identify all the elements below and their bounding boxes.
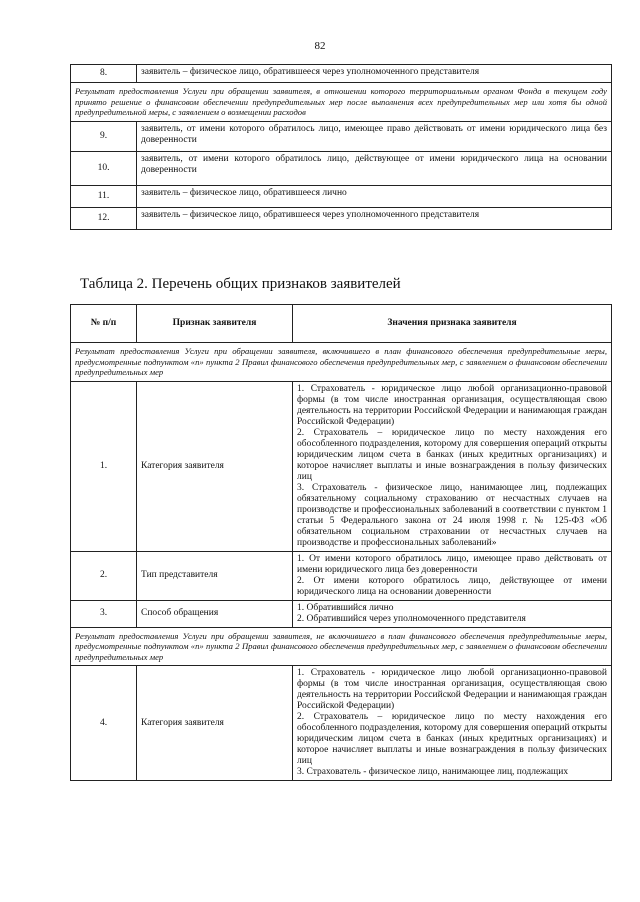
- table-row: [71, 65, 612, 83]
- row-attribute: Способ обращения: [137, 600, 293, 627]
- group-text: Результат предоставления Услуги при обращении заявителя, включившего в план финансового обеспечения предупредительные меры, предусмотренные подпунктом «п» пункта 2 Правил финансового обеспечения предупредительных мер, с заявлением о финансовом обеспечении предупредительных мер: [71, 343, 612, 382]
- header-values: Значения признака заявителя: [293, 305, 612, 343]
- row-number: 3.: [71, 600, 137, 627]
- group-text: Результат предоставления Услуги при обращении заявителя, не включившего в план финансового обеспечения предупредительные меры, предусмотренные подпунктом «п» пункта 2 Правил финансового обеспечения предупредительных мер, с заявлением о финансовом обеспечении предупредительных мер: [71, 627, 612, 666]
- header-attribute: Признак заявителя: [137, 305, 293, 343]
- row-number: 1.: [71, 381, 137, 551]
- group-row: [71, 343, 612, 382]
- row-number: 8.: [71, 65, 137, 83]
- row-attribute: Категория заявителя: [137, 381, 293, 551]
- table-title: Таблица 2. Перечень общих признаков заявителей: [80, 276, 401, 292]
- value-item: 2. Страхователь – юридическое лицо по месту нахождения его обособленного подразделения, которому для совершения операций открыты юридическим лицом счета в банках (иных кредитных организациях) и которое начисляет выплаты и иные вознаграждения в пользу физических лиц: [297, 712, 607, 766]
- row-text: заявитель – физическое лицо, обратившееся лично: [137, 185, 612, 207]
- row-attribute: Категория заявителя: [137, 666, 293, 781]
- row-values: [293, 666, 612, 781]
- value-item: 1. Страхователь - юридическое лицо любой организационно-правовой формы (в том числе иностранная организация, осуществляющая свою деятельность на территории Российской Федерации и нанимающая граждан Российской Федерации): [297, 383, 607, 427]
- row-values: [293, 600, 612, 627]
- value-item: 3. Страхователь - физическое лицо, нанимающее лиц, подлежащих обязательному социальному страхованию от несчастных случаев на производстве и профессиональных заболеваний в соответствии с пунктом 1 статьи 5 Федерального закона от 24 июля 1998 г. № 125-ФЗ «Об обязательном социальном страховании от несчастных случаев на производстве и профессиональных заболеваний»: [297, 482, 607, 548]
- header-number: № п/п: [71, 305, 137, 343]
- applicant-variants-table: [70, 64, 612, 230]
- row-number: 10.: [71, 151, 137, 185]
- table-row: [71, 185, 612, 207]
- row-text: заявитель – физическое лицо, обратившееся через уполномоченного представителя: [137, 65, 612, 83]
- table-row: [71, 381, 612, 551]
- row-number: 2.: [71, 551, 137, 600]
- value-item: 2. Страхователь – юридическое лицо по месту нахождения его обособленного подразделения, которому для совершения операций открыты юридическим лицом счета в банках (иных кредитных организациях) и которое начисляет выплаты и иные вознаграждения в пользу физических лиц: [297, 427, 607, 482]
- table-row: [71, 666, 612, 781]
- row-attribute: Тип представителя: [137, 551, 293, 600]
- value-item: 3. Страхователь - физическое лицо, нанимающее лиц, подлежащих: [297, 767, 569, 777]
- group-text: Результат предоставления Услуги при обращении заявителя, в отношении которого территориальным органом Фонда в текущем году принято решение о финансовом обеспечении предупредительных мер после выполнения всех предупредительных мер или хотя бы одной предупредительной меры, с заявлением о возмещении расходов: [71, 83, 612, 122]
- row-text: заявитель – физическое лицо, обратившееся через уполномоченного представителя: [137, 207, 612, 229]
- row-values: [293, 551, 612, 600]
- row-number: 11.: [71, 185, 137, 207]
- value-item: 2. Обратившийся через уполномоченного представителя: [297, 613, 526, 624]
- value-item: 2. От имени которого обратилось лицо, действующее от имени юридического лица на основании доверенности: [297, 575, 607, 597]
- value-item: 1. Обратившийся лично: [297, 602, 394, 613]
- row-number: 12.: [71, 207, 137, 229]
- value-item: 1. От имени которого обратилось лицо, имеющее право действовать от имени юридического лица без доверенности: [297, 553, 607, 575]
- table-row: [71, 600, 612, 627]
- table-row: [71, 551, 612, 600]
- row-text: заявитель, от имени которого обратилось лицо, имеющее право действовать от имени юридического лица без доверенности: [137, 121, 612, 151]
- row-values: [293, 381, 612, 551]
- group-row: [71, 627, 612, 666]
- value-item: 1. Страхователь - юридическое лицо любой организационно-правовой формы (в том числе иностранная организация, осуществляющая свою деятельность на территории Российской Федерации и нанимающая граждан Российской Федерации): [297, 668, 607, 711]
- table-row: [71, 151, 612, 185]
- row-number: 4.: [71, 666, 137, 781]
- row-number: 9.: [71, 121, 137, 151]
- group-row: [71, 83, 612, 122]
- header-row: [71, 305, 612, 343]
- page-number: 82: [314, 40, 326, 52]
- row-text: заявитель, от имени которого обратилось лицо, действующее от имени юридического лица на основании доверенности: [137, 151, 612, 185]
- table-row: [71, 121, 612, 151]
- applicant-attributes-table: [70, 304, 612, 781]
- table-row: [71, 207, 612, 229]
